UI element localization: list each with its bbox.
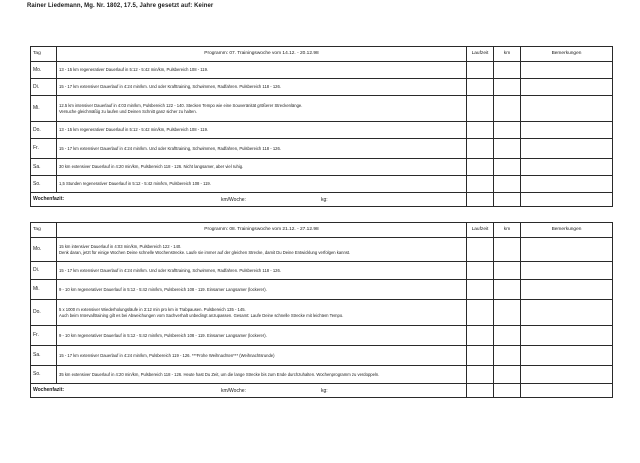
km-cell[interactable] xyxy=(494,122,521,139)
bemerkungen-cell[interactable] xyxy=(521,96,613,122)
weekly-summary-label: Wochenfazit: xyxy=(33,196,65,203)
training-week-table xyxy=(30,46,613,207)
bemerkungen-cell[interactable] xyxy=(521,122,613,139)
km-column-header: km xyxy=(494,47,521,62)
table-row xyxy=(31,159,613,176)
bemerkungen-cell[interactable] xyxy=(521,280,613,300)
bemerkungen-total-cell[interactable] xyxy=(521,193,613,207)
laufzeit-cell[interactable] xyxy=(467,96,494,122)
day-cell: Fr. xyxy=(31,139,57,159)
km-cell[interactable] xyxy=(494,159,521,176)
km-cell[interactable] xyxy=(494,326,521,346)
day-cell: Di. xyxy=(31,262,57,280)
bemerkungen-cell[interactable] xyxy=(521,326,613,346)
laufzeit-cell[interactable] xyxy=(467,139,494,159)
table-row xyxy=(31,280,613,300)
kg-label: kg: xyxy=(321,388,328,394)
table-row xyxy=(31,366,613,384)
km-cell[interactable] xyxy=(494,262,521,280)
laufzeit-cell[interactable] xyxy=(467,238,494,262)
laufzeit-column-header: Laufzeit xyxy=(467,47,494,62)
page-header: Rainer Liedemann, Mg. Nr. 1802, 17.5, Jahre gesetzt auf: Keiner xyxy=(27,3,214,9)
km-total-cell[interactable] xyxy=(494,384,521,398)
km-cell[interactable] xyxy=(494,238,521,262)
laufzeit-cell[interactable] xyxy=(467,326,494,346)
km-cell[interactable] xyxy=(494,366,521,384)
laufzeit-cell[interactable] xyxy=(467,176,494,193)
day-cell: Sa. xyxy=(31,159,57,176)
laufzeit-cell[interactable] xyxy=(467,79,494,96)
km-total-cell[interactable] xyxy=(494,193,521,207)
program-text: 13 - 15 km regenerativer Dauerlauf in 5:12 - 5:42 min/km, Pulsbereich 108 - 119. xyxy=(57,122,467,139)
weekly-summary-row xyxy=(31,384,613,398)
program-text: 13 - 15 km regenerativer Dauerlauf in 5:12 - 5:42 min/km, Pulsbereich 108 - 119. xyxy=(57,62,467,79)
bemerkungen-cell[interactable] xyxy=(521,79,613,96)
bemerkungen-cell[interactable] xyxy=(521,366,613,384)
table-row xyxy=(31,346,613,366)
day-cell: Do. xyxy=(31,122,57,139)
weekly-summary-row xyxy=(31,193,613,207)
laufzeit-cell[interactable] xyxy=(467,346,494,366)
program-text: 35 km extensiver Dauerlauf in 4:20 min/km, Pulsbereich 118 - 126. Heute hast Du Zeit, um die lange Strecke bis zum Ende durchzuhalten. Wochenprogramm zu verdoppeln. xyxy=(57,366,467,384)
day-cell: So. xyxy=(31,176,57,193)
km-column-header: km xyxy=(494,223,521,238)
bemerkungen-cell[interactable] xyxy=(521,238,613,262)
program-text: 15 - 17 km extensiver Dauerlauf in 4:24 min/km. Und oder Krafttraining, Schwimmen, Radfahren. Pulsbereich 118 - 126. xyxy=(57,79,467,96)
km-per-week-label: km/Woche: xyxy=(221,388,246,394)
day-cell: Mo. xyxy=(31,62,57,79)
laufzeit-cell[interactable] xyxy=(467,262,494,280)
table-row xyxy=(31,300,613,326)
day-cell: Do. xyxy=(31,300,57,326)
day-cell: Di. xyxy=(31,79,57,96)
km-cell[interactable] xyxy=(494,79,521,96)
program-title: Programm: 08. Trainingswoche vom 21.12. - 27.12.98 xyxy=(57,223,467,238)
bemerkungen-cell[interactable] xyxy=(521,176,613,193)
km-cell[interactable] xyxy=(494,96,521,122)
table-row xyxy=(31,139,613,159)
program-text: 9 - 10 km regenerativer Dauerlauf in 5:12 - 5:42 min/km, Pulsbereich 108 - 119. Einsamer Langsamer (lockerer). xyxy=(57,326,467,346)
km-cell[interactable] xyxy=(494,139,521,159)
bemerkungen-cell[interactable] xyxy=(521,159,613,176)
table-row xyxy=(31,79,613,96)
kg-label: kg: xyxy=(321,197,328,203)
day-cell: Mo. xyxy=(31,238,57,262)
program-text: 15 - 17 km extensiver Dauerlauf in 4:24 min/km, Pulsbereich 119 - 126. ***Frohe Weihnachten*** (Weihnachtsrunde) xyxy=(57,346,467,366)
laufzeit-column-header: Laufzeit xyxy=(467,223,494,238)
laufzeit-total-cell[interactable] xyxy=(467,384,494,398)
laufzeit-cell[interactable] xyxy=(467,159,494,176)
km-cell[interactable] xyxy=(494,346,521,366)
table-row xyxy=(31,176,613,193)
table-row xyxy=(31,326,613,346)
program-text: 5 x 1000 m extensiver Wiederholungsläufe in 3:12 min pro km in Trabpausen. Pulsbereich 135 - 145. Auch beim Intervalltraining gilt es bei Abweichungen vom Sachverhalt unbedingt anzupassen. Gesamt: Laufe Deine schnelle Strecke mit leichtem Tempo. xyxy=(57,300,467,326)
km-cell[interactable] xyxy=(494,176,521,193)
program-text: 15 km intensiver Dauerlauf in 4:03 min/km, Pulsbereich 122 - 140. Denk daran, jetzt für einige Wochen Deine schnelle Wochenstrecke. Laufe sie immer auf der gleichen Strecke, damit Du Deine Entwicklung verfolgen kannst. xyxy=(57,238,467,262)
bemerkungen-column-header: Bemerkungen xyxy=(521,223,613,238)
km-cell[interactable] xyxy=(494,280,521,300)
program-text: 1,5 Stunden regenerativer Dauerlauf in 5:12 - 5:42 min/km, Pulsbereich 108 - 119. xyxy=(57,176,467,193)
day-column-header: Tag xyxy=(31,47,57,62)
laufzeit-total-cell[interactable] xyxy=(467,193,494,207)
laufzeit-cell[interactable] xyxy=(467,280,494,300)
program-title: Programm: 07. Trainingswoche vom 14.12. - 20.12.98 xyxy=(57,47,467,62)
day-cell: Fr. xyxy=(31,326,57,346)
laufzeit-cell[interactable] xyxy=(467,366,494,384)
program-text: 30 km extensiver Dauerlauf in 4:20 min/km, Pulsbereich 118 - 126. Nicht langsamer, aber viel ruhig. xyxy=(57,159,467,176)
program-text: 9 - 10 km regenerativer Dauerlauf in 5:12 - 5:42 min/km, Pulsbereich 108 - 119. Einsamer Langsamer (lockerer). xyxy=(57,280,467,300)
km-per-week-label: km/Woche: xyxy=(221,197,246,203)
program-text: 15 - 17 km extensiver Dauerlauf in 4:24 min/km. Und oder Krafttraining, Schwimmen, Radfahren. Pulsbereich 118 - 126. xyxy=(57,262,467,280)
bemerkungen-cell[interactable] xyxy=(521,139,613,159)
table-row xyxy=(31,122,613,139)
km-cell[interactable] xyxy=(494,62,521,79)
table-row xyxy=(31,262,613,280)
day-cell: Sa. xyxy=(31,346,57,366)
bemerkungen-cell[interactable] xyxy=(521,300,613,326)
bemerkungen-cell[interactable] xyxy=(521,346,613,366)
weekly-summary-cell xyxy=(31,193,467,207)
table-row xyxy=(31,62,613,79)
program-text: 12.5 km intensiver Dauerlauf in 4:03 min/km, Pulsbereich 122 - 140. Stecken Tempo wie eine Souveränität größerer Streckenlänge. Versuche gleichmäßig zu laufen und Deinen Schnitt ganz sicher zu halten. xyxy=(57,96,467,122)
program-text: 15 - 17 km extensiver Dauerlauf in 4:24 min/km. Und oder Krafttraining, Schwimmen, Radfahren, Pulsbereich 118 - 126. xyxy=(57,139,467,159)
bemerkungen-cell[interactable] xyxy=(521,262,613,280)
laufzeit-cell[interactable] xyxy=(467,62,494,79)
bemerkungen-column-header: Bemerkungen xyxy=(521,47,613,62)
weekly-summary-label: Wochenfazit: xyxy=(33,387,65,394)
laufzeit-cell[interactable] xyxy=(467,300,494,326)
training-week-table xyxy=(30,222,613,398)
table-row xyxy=(31,96,613,122)
km-cell[interactable] xyxy=(494,300,521,326)
weekly-summary-cell xyxy=(31,384,467,398)
bemerkungen-total-cell[interactable] xyxy=(521,384,613,398)
day-cell: Mi. xyxy=(31,280,57,300)
day-column-header: Tag xyxy=(31,223,57,238)
table-row xyxy=(31,238,613,262)
day-cell: Mi. xyxy=(31,96,57,122)
laufzeit-cell[interactable] xyxy=(467,122,494,139)
bemerkungen-cell[interactable] xyxy=(521,62,613,79)
day-cell: So. xyxy=(31,366,57,384)
